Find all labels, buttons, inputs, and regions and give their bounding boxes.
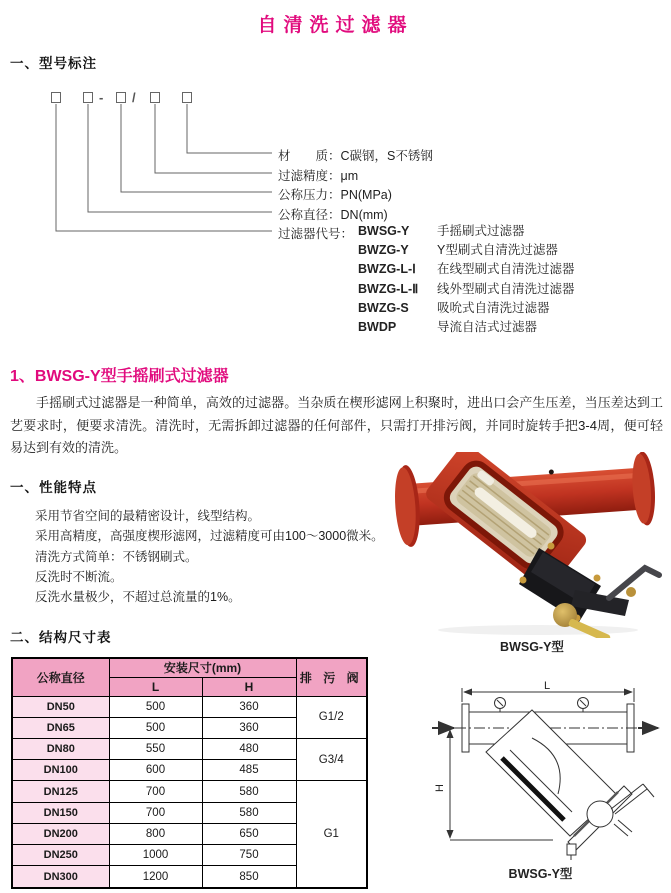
field-code: 过滤器代号：	[278, 227, 354, 241]
table-row: DN65 500 360	[12, 717, 367, 738]
field-pressure: 公称压力：PN(MPa)	[278, 188, 392, 202]
table-row: DN150 700 580	[12, 802, 367, 823]
drawing-caption: BWSG-Y型	[508, 867, 573, 881]
dim-label-h: H	[434, 784, 446, 792]
product-heading: 1、BWSG-Y型手摇刷式过滤器	[10, 368, 229, 385]
field-diameter: 公称直径：DN(mm)	[278, 208, 388, 222]
model-section-heading: 一、型号标注	[10, 56, 97, 71]
dimensions-heading: 二、结构尺寸表	[10, 630, 112, 645]
table-row: DN100 600 485	[12, 760, 367, 781]
table-row: DN125 700 580 G1	[12, 781, 367, 802]
code-row: BWZG-L-Ⅱ 线外型刷式自清洗过滤器	[358, 281, 575, 296]
code-row: BWSG-Y 手摇刷式过滤器	[358, 224, 525, 238]
product-paragraph: 手摇刷式过滤器是一种简单，高效的过滤器。当杂质在楔形滤网上积聚时，进出口会产生压差，当压差达到工艺要求时，便要求清洗。清洗时，无需拆卸过滤器的任何部件，只需打开排污阀，并同时旋转手把3-4周，便可轻易达到有效的清洗。	[10, 395, 663, 455]
photo-caption: BWSG-Y型	[500, 640, 564, 654]
code-row: BWZG-Y Y型刷式自清洗过滤器	[358, 243, 558, 258]
table-row: DN50 500 360 G1/2	[12, 696, 367, 717]
feature-item: 采用节省空间的最精密设计，线型结构。	[35, 509, 261, 523]
table-row: DN200 800 650	[12, 823, 367, 844]
code-row: BWDP 导流自洁式过滤器	[358, 320, 538, 335]
valve-group-cell: G3/4	[296, 738, 367, 780]
technical-drawing	[418, 678, 663, 860]
table-row: DN250 1000 750	[12, 845, 367, 866]
code-row: BWZG-S 吸吮式自清洗过滤器	[358, 300, 550, 315]
table-row: DN80 550 480 G3/4	[12, 738, 367, 759]
code-row: BWZG-L-Ⅰ 在线型刷式自清洗过滤器	[358, 262, 575, 277]
model-separator-dash: -	[99, 90, 104, 105]
col-header-install: 安装尺寸(mm)	[109, 658, 296, 677]
col-header-h: H	[202, 677, 296, 696]
col-header-dn: 公称直径	[12, 658, 109, 696]
table-row: DN300 1200 850	[12, 866, 367, 888]
feature-item: 采用高精度，高强度楔形滤网，过滤精度可由100～3000微米。	[35, 529, 384, 544]
model-separator-slash: /	[132, 90, 136, 105]
field-precision: 过滤精度：μm	[278, 169, 359, 183]
features-list	[35, 506, 384, 607]
feature-item: 反洗时不断流。	[35, 569, 123, 584]
valve-group-cell: G1	[296, 781, 367, 888]
model-diagram-lines	[0, 85, 310, 245]
field-material: 材 质：C碳钢，S不锈钢	[278, 149, 433, 163]
feature-item: 清洗方式简单：不锈钢刷式。	[35, 549, 198, 564]
product-photo	[393, 452, 671, 638]
col-header-l: L	[109, 677, 202, 696]
page-title: 自清洗过滤器	[257, 15, 414, 36]
valve-group-cell: G1/2	[296, 696, 367, 738]
dimensions-table	[11, 657, 368, 889]
features-heading: 一、性能特点	[10, 480, 97, 495]
filter-code-list	[358, 222, 575, 337]
dim-label-l: L	[543, 680, 551, 692]
col-header-valve: 排 污 阀	[296, 658, 367, 696]
feature-item: 反洗水量极少，不超过总流量的1%。	[35, 590, 241, 605]
